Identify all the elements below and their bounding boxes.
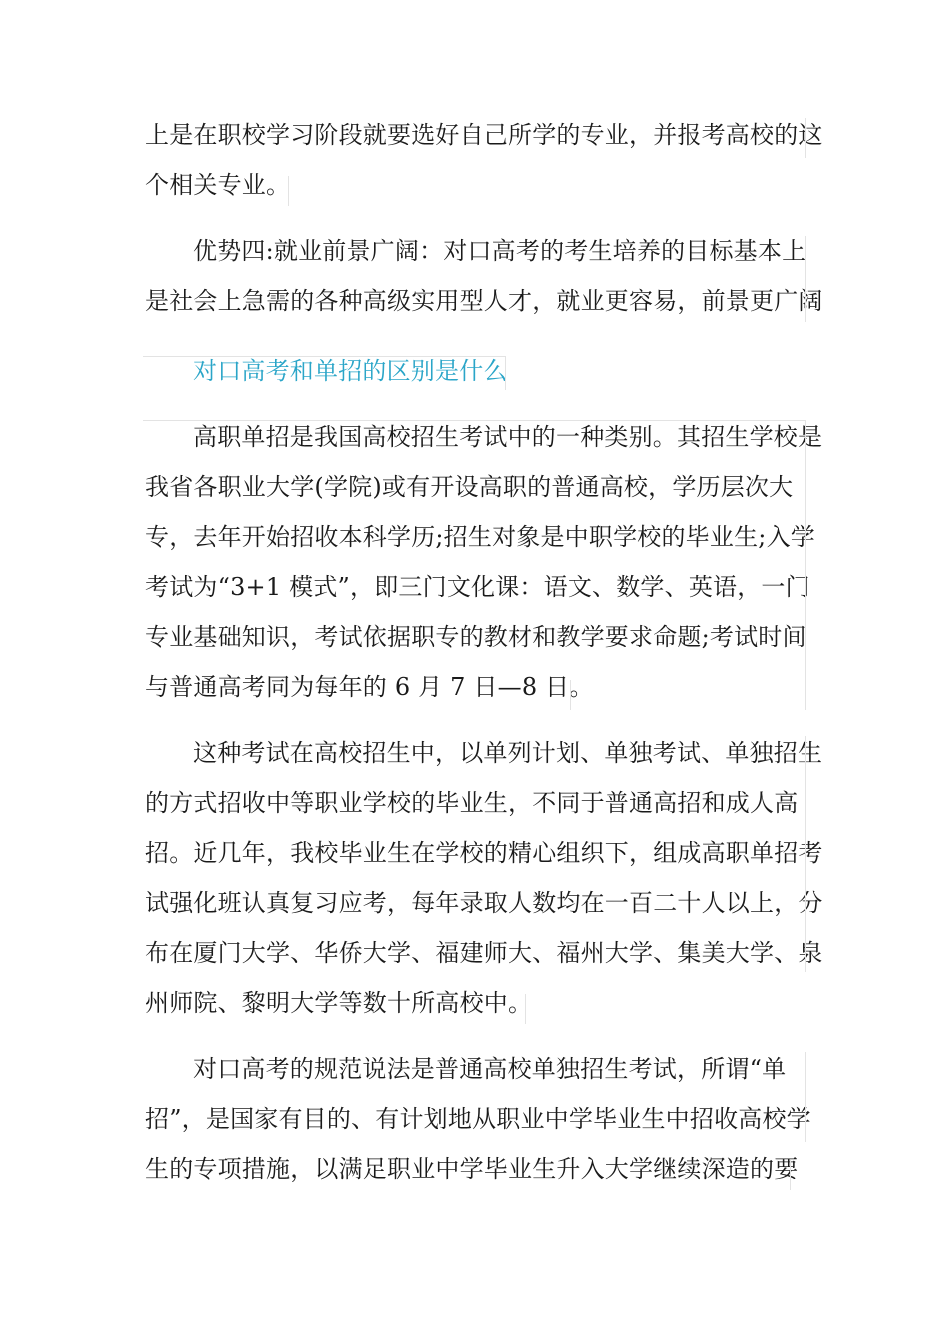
frame-mark: [505, 356, 506, 390]
paragraph-3-line-5: 专业基础知识，考试依据职专的教材和教学要求命题;考试时间: [145, 623, 807, 651]
paragraph-5-line-2: 招”，是国家有目的、有计划地从职业中学毕业生中招收高校学: [145, 1105, 811, 1133]
paragraph-2-line-1: 优势四:就业前景广阔：对口高考的考生培养的目标基本上: [193, 237, 807, 265]
paragraph-4-line-1: 这种考试在高校招生中，以单列计划、单独考试、单独招生: [193, 739, 823, 767]
paragraph-4-line-4: 试强化班认真复习应考，每年录取人数均在一百二十人以上，分: [145, 889, 823, 917]
frame-mark: [288, 176, 289, 206]
paragraph-4-line-3: 招。近几年，我校毕业生在学校的精心组织下，组成高职单招考: [145, 839, 823, 867]
frame-mark: [805, 236, 806, 322]
paragraph-3-line-3: 专，去年开始招收本科学历;招生对象是中职学校的毕业生;入学: [145, 523, 815, 551]
frame-mark: [805, 420, 806, 710]
paragraph-3-line-6: 与普通高考同为每年的 6 月 7 日—8 日。: [145, 673, 594, 701]
paragraph-1-line-2: 个相关专业。: [145, 171, 291, 199]
paragraph-4-line-6: 州师院、黎明大学等数十所高校中。: [145, 989, 533, 1017]
frame-mark: [790, 1160, 791, 1190]
paragraph-3-line-2: 我省各职业大学(学院)或有开设高职的普通高校，学历层次大: [145, 473, 794, 501]
paragraph-5-line-3: 生的专项措施，以满足职业中学毕业生升入大学继续深造的要: [145, 1155, 799, 1183]
paragraph-3-line-1: 高职单招是我国高校招生考试中的一种类别。其招生学校是: [193, 423, 823, 451]
section-heading: 对口高考和单招的区别是什么: [193, 357, 508, 385]
paragraph-4-line-2: 的方式招收中等职业学校的毕业生，不同于普通高招和成人高: [145, 789, 799, 817]
frame-mark: [805, 118, 806, 158]
paragraph-1-line-1: 上是在职校学习阶段就要选好自己所学的专业，并报考高校的这: [145, 121, 823, 149]
frame-mark: [525, 994, 526, 1024]
paragraph-4-line-5: 布在厦门大学、华侨大学、福建师大、福州大学、集美大学、泉: [145, 939, 823, 967]
frame-mark: [805, 1052, 806, 1142]
paragraph-2-line-2: 是社会上急需的各种高级实用型人才，就业更容易，前景更广阔: [145, 287, 823, 315]
paragraph-3-line-4: 考试为“3+1 模式”，即三门文化课：语文、数学、英语，一门: [145, 573, 810, 601]
paragraph-5-line-1: 对口高考的规范说法是普通高校单独招生考试，所谓“单: [193, 1055, 787, 1083]
frame-mark: [143, 420, 805, 421]
frame-mark: [143, 356, 505, 357]
frame-mark: [570, 680, 571, 710]
frame-mark: [805, 736, 806, 972]
